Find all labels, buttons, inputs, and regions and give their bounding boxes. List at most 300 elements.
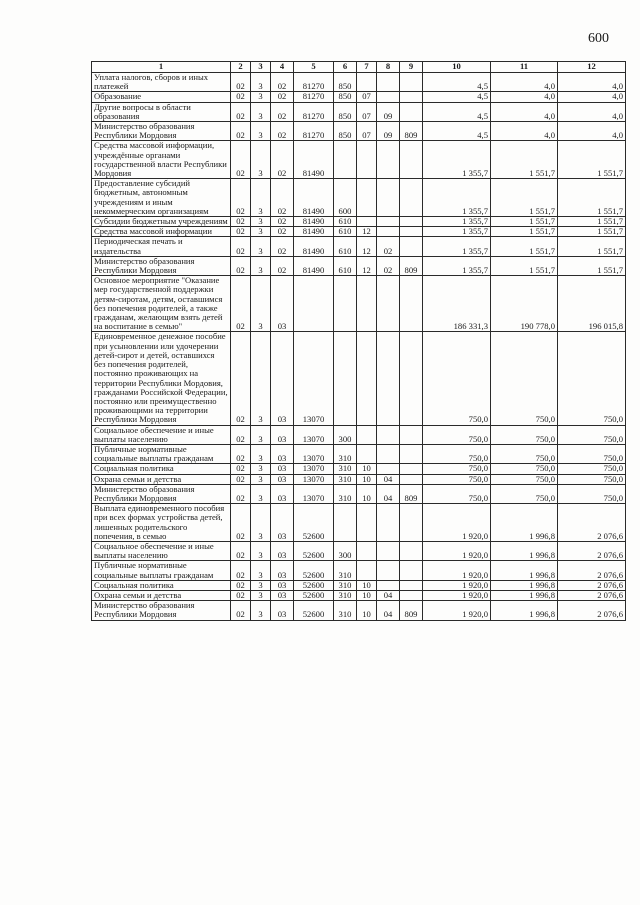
- amount-col10-cell: 186 331,3: [423, 276, 491, 332]
- table-row: [92, 464, 626, 474]
- col8-cell: [377, 541, 400, 560]
- col9-cell: [400, 92, 423, 102]
- col8-cell: [377, 444, 400, 463]
- col6-cell: 850: [334, 102, 357, 121]
- col6-cell: 310: [334, 484, 357, 503]
- row-name-cell: Предоставление субсидий бюджетным, автономным учреждениям и иным некоммерческим организациям: [92, 179, 231, 217]
- col8-cell: [377, 464, 400, 474]
- amount-col12-cell: 2 076,6: [558, 504, 626, 542]
- col9-cell: [400, 217, 423, 227]
- amount-col11-cell: 1 996,8: [491, 590, 558, 600]
- col2-cell: 02: [231, 256, 251, 275]
- amount-col11-cell: 1 551,7: [491, 217, 558, 227]
- table-row: [92, 580, 626, 590]
- amount-col11-cell: 4,0: [491, 92, 558, 102]
- col6-cell: 300: [334, 541, 357, 560]
- col8-cell: 02: [377, 237, 400, 256]
- amount-col10-cell: 750,0: [423, 464, 491, 474]
- col8-cell: [377, 92, 400, 102]
- amount-col10-cell: 1 920,0: [423, 590, 491, 600]
- col7-cell: [357, 217, 377, 227]
- row-name-cell: Социальное обеспечение и иные выплаты населению: [92, 425, 231, 444]
- col9-cell: [400, 504, 423, 542]
- col8-cell: [377, 580, 400, 590]
- col3-cell: 3: [251, 425, 271, 444]
- col7-cell: [357, 276, 377, 332]
- amount-col10-cell: 1 920,0: [423, 580, 491, 590]
- amount-col11-cell: 750,0: [491, 474, 558, 484]
- col9-cell: [400, 141, 423, 179]
- row-name-cell: Основное мероприятие "Оказание мер государственной поддержки детям-сиротам, детям, оставшимся без попечения родителей, а также гражданам, желающим взять детей на воспитание в семью": [92, 276, 231, 332]
- amount-col11-cell: 1 551,7: [491, 256, 558, 275]
- table-row: [92, 590, 626, 600]
- col4-cell: 03: [271, 590, 294, 600]
- table-row: [92, 444, 626, 463]
- col3-cell: 3: [251, 92, 271, 102]
- col8-cell: [377, 227, 400, 237]
- table-row: [92, 73, 626, 92]
- col7-cell: [357, 332, 377, 425]
- amount-col10-cell: 1 920,0: [423, 504, 491, 542]
- col3-cell: 3: [251, 474, 271, 484]
- col8-cell: [377, 179, 400, 217]
- col7-cell: [357, 141, 377, 179]
- col8-cell: [377, 217, 400, 227]
- row-name-cell: Министерство образования Республики Мордовия: [92, 256, 231, 275]
- amount-col12-cell: 2 076,6: [558, 561, 626, 580]
- col9-cell: [400, 425, 423, 444]
- col3-cell: 3: [251, 227, 271, 237]
- col7-cell: 10: [357, 464, 377, 474]
- amount-col11-cell: 1 996,8: [491, 601, 558, 620]
- row-name-cell: Другие вопросы в области образования: [92, 102, 231, 121]
- table-row: [92, 92, 626, 102]
- amount-col10-cell: 1 355,7: [423, 179, 491, 217]
- col7-cell: 07: [357, 92, 377, 102]
- col9-cell: [400, 73, 423, 92]
- column-header: 5: [294, 62, 334, 73]
- col5-cell: 52600: [294, 541, 334, 560]
- amount-col10-cell: 750,0: [423, 444, 491, 463]
- col8-cell: [377, 504, 400, 542]
- row-name-cell: Социальная политика: [92, 464, 231, 474]
- col9-cell: 809: [400, 122, 423, 141]
- col9-cell: [400, 580, 423, 590]
- col6-cell: 610: [334, 227, 357, 237]
- col3-cell: 3: [251, 541, 271, 560]
- col3-cell: 3: [251, 217, 271, 227]
- col4-cell: 03: [271, 504, 294, 542]
- col6-cell: 310: [334, 464, 357, 474]
- col5-cell: 52600: [294, 601, 334, 620]
- amount-col12-cell: 750,0: [558, 464, 626, 474]
- column-header: 7: [357, 62, 377, 73]
- table-row: [92, 332, 626, 425]
- amount-col11-cell: 750,0: [491, 464, 558, 474]
- col9-cell: [400, 474, 423, 484]
- col6-cell: [334, 276, 357, 332]
- amount-col11-cell: 1 996,8: [491, 580, 558, 590]
- row-name-cell: Публичные нормативные социальные выплаты гражданам: [92, 444, 231, 463]
- col7-cell: [357, 425, 377, 444]
- amount-col10-cell: 750,0: [423, 484, 491, 503]
- col9-cell: [400, 237, 423, 256]
- col2-cell: 02: [231, 561, 251, 580]
- column-header: 9: [400, 62, 423, 73]
- table-row: [92, 474, 626, 484]
- col2-cell: 02: [231, 276, 251, 332]
- row-name-cell: Уплата налогов, сборов и иных платежей: [92, 73, 231, 92]
- col9-cell: [400, 561, 423, 580]
- amount-col11-cell: 1 551,7: [491, 141, 558, 179]
- col2-cell: 02: [231, 601, 251, 620]
- col5-cell: [294, 276, 334, 332]
- col9-cell: 809: [400, 601, 423, 620]
- amount-col12-cell: 1 551,7: [558, 256, 626, 275]
- amount-col12-cell: 1 551,7: [558, 227, 626, 237]
- col8-cell: [377, 425, 400, 444]
- col9-cell: [400, 590, 423, 600]
- row-name-cell: Социальное обеспечение и иные выплаты населению: [92, 541, 231, 560]
- col9-cell: 809: [400, 484, 423, 503]
- amount-col11-cell: 1 551,7: [491, 237, 558, 256]
- col4-cell: 02: [271, 141, 294, 179]
- amount-col12-cell: 750,0: [558, 474, 626, 484]
- col7-cell: 10: [357, 580, 377, 590]
- col2-cell: 02: [231, 122, 251, 141]
- col7-cell: 07: [357, 122, 377, 141]
- col5-cell: 13070: [294, 332, 334, 425]
- col4-cell: 03: [271, 444, 294, 463]
- amount-col11-cell: 4,0: [491, 122, 558, 141]
- amount-col11-cell: 1 551,7: [491, 227, 558, 237]
- row-name-cell: Средства массовой информации, учреждённые органами государственной власти Республики Мордовия: [92, 141, 231, 179]
- table-body: [92, 73, 626, 621]
- amount-col11-cell: 1 996,8: [491, 504, 558, 542]
- col2-cell: 02: [231, 332, 251, 425]
- col6-cell: [334, 332, 357, 425]
- table-header-row: [92, 62, 626, 73]
- col4-cell: 03: [271, 474, 294, 484]
- row-name-cell: Охрана семьи и детства: [92, 474, 231, 484]
- amount-col10-cell: 1 920,0: [423, 561, 491, 580]
- row-name-cell: Периодическая печать и издательства: [92, 237, 231, 256]
- col4-cell: 02: [271, 256, 294, 275]
- col3-cell: 3: [251, 601, 271, 620]
- col2-cell: 02: [231, 217, 251, 227]
- column-header: 4: [271, 62, 294, 73]
- table-row: [92, 102, 626, 121]
- row-name-cell: Средства массовой информации: [92, 227, 231, 237]
- col3-cell: 3: [251, 179, 271, 217]
- col4-cell: 02: [271, 102, 294, 121]
- amount-col10-cell: 4,5: [423, 92, 491, 102]
- col2-cell: 02: [231, 484, 251, 503]
- col7-cell: [357, 179, 377, 217]
- amount-col11-cell: 1 551,7: [491, 179, 558, 217]
- col5-cell: 13070: [294, 444, 334, 463]
- table-row: [92, 141, 626, 179]
- col6-cell: 610: [334, 237, 357, 256]
- col6-cell: 600: [334, 179, 357, 217]
- col5-cell: 81490: [294, 217, 334, 227]
- column-header: 2: [231, 62, 251, 73]
- col6-cell: [334, 504, 357, 542]
- col5-cell: 81490: [294, 256, 334, 275]
- col4-cell: 03: [271, 332, 294, 425]
- page-number: 600: [588, 31, 609, 46]
- amount-col10-cell: 1 355,7: [423, 237, 491, 256]
- col8-cell: [377, 332, 400, 425]
- amount-col10-cell: 4,5: [423, 122, 491, 141]
- col3-cell: 3: [251, 122, 271, 141]
- amount-col11-cell: 190 778,0: [491, 276, 558, 332]
- amount-col12-cell: 750,0: [558, 425, 626, 444]
- row-name-cell: Образование: [92, 92, 231, 102]
- col8-cell: 09: [377, 102, 400, 121]
- col2-cell: 02: [231, 474, 251, 484]
- col2-cell: 02: [231, 227, 251, 237]
- table-row: [92, 601, 626, 620]
- amount-col12-cell: 1 551,7: [558, 237, 626, 256]
- amount-col12-cell: 1 551,7: [558, 179, 626, 217]
- col6-cell: 850: [334, 122, 357, 141]
- col2-cell: 02: [231, 92, 251, 102]
- col4-cell: 02: [271, 217, 294, 227]
- amount-col12-cell: 2 076,6: [558, 590, 626, 600]
- col5-cell: 81270: [294, 122, 334, 141]
- col7-cell: [357, 541, 377, 560]
- col4-cell: 02: [271, 237, 294, 256]
- amount-col10-cell: 1 355,7: [423, 227, 491, 237]
- col6-cell: 310: [334, 474, 357, 484]
- col5-cell: 81490: [294, 227, 334, 237]
- col5-cell: 13070: [294, 425, 334, 444]
- table-row: [92, 504, 626, 542]
- amount-col12-cell: 196 015,8: [558, 276, 626, 332]
- budget-table: [91, 61, 626, 621]
- row-name-cell: Охрана семьи и детства: [92, 590, 231, 600]
- table-row: [92, 237, 626, 256]
- col3-cell: 3: [251, 444, 271, 463]
- column-header: 6: [334, 62, 357, 73]
- col4-cell: 02: [271, 227, 294, 237]
- col5-cell: 81490: [294, 141, 334, 179]
- col5-cell: 81270: [294, 73, 334, 92]
- amount-col12-cell: 2 076,6: [558, 601, 626, 620]
- col5-cell: 52600: [294, 590, 334, 600]
- amount-col10-cell: 1 355,7: [423, 141, 491, 179]
- column-header: 11: [491, 62, 558, 73]
- col7-cell: [357, 444, 377, 463]
- amount-col12-cell: 750,0: [558, 484, 626, 503]
- col4-cell: 02: [271, 179, 294, 217]
- col6-cell: 610: [334, 256, 357, 275]
- col2-cell: 02: [231, 179, 251, 217]
- col3-cell: 3: [251, 102, 271, 121]
- amount-col11-cell: 4,0: [491, 102, 558, 121]
- col6-cell: 300: [334, 425, 357, 444]
- amount-col12-cell: 4,0: [558, 122, 626, 141]
- amount-col11-cell: 750,0: [491, 332, 558, 425]
- col3-cell: 3: [251, 484, 271, 503]
- col4-cell: 03: [271, 484, 294, 503]
- col5-cell: 13070: [294, 464, 334, 474]
- row-name-cell: Министерство образования Республики Мордовия: [92, 601, 231, 620]
- row-name-cell: Социальная политика: [92, 580, 231, 590]
- col5-cell: 13070: [294, 484, 334, 503]
- col4-cell: 03: [271, 561, 294, 580]
- col8-cell: 04: [377, 590, 400, 600]
- col8-cell: [377, 73, 400, 92]
- col7-cell: 12: [357, 256, 377, 275]
- col8-cell: [377, 561, 400, 580]
- table-row: [92, 561, 626, 580]
- amount-col12-cell: 750,0: [558, 332, 626, 425]
- col4-cell: 02: [271, 122, 294, 141]
- col5-cell: 81490: [294, 237, 334, 256]
- column-header: 1: [92, 62, 231, 73]
- col2-cell: 02: [231, 237, 251, 256]
- col4-cell: 03: [271, 425, 294, 444]
- col2-cell: 02: [231, 102, 251, 121]
- column-header: 10: [423, 62, 491, 73]
- table-row: [92, 122, 626, 141]
- col5-cell: 81490: [294, 179, 334, 217]
- col7-cell: 10: [357, 484, 377, 503]
- amount-col10-cell: 750,0: [423, 474, 491, 484]
- col7-cell: [357, 73, 377, 92]
- row-name-cell: Единовременное денежное пособие при усыновлении или удочерении детей-сирот и детей, оставшихся без попечения родителей, постоянно проживающих на территории Республики Мордовия, гражданами Российской Федерации, постоянно или преимущественно проживающими на территории Республики Мордовия: [92, 332, 231, 425]
- table-row: [92, 276, 626, 332]
- amount-col12-cell: 4,0: [558, 102, 626, 121]
- amount-col10-cell: 4,5: [423, 73, 491, 92]
- amount-col10-cell: 1 920,0: [423, 601, 491, 620]
- col3-cell: 3: [251, 332, 271, 425]
- amount-col12-cell: 750,0: [558, 444, 626, 463]
- col5-cell: 52600: [294, 580, 334, 590]
- col6-cell: 310: [334, 561, 357, 580]
- amount-col11-cell: 1 996,8: [491, 541, 558, 560]
- column-header: 3: [251, 62, 271, 73]
- col3-cell: 3: [251, 580, 271, 590]
- col3-cell: 3: [251, 276, 271, 332]
- amount-col10-cell: 750,0: [423, 332, 491, 425]
- col9-cell: [400, 276, 423, 332]
- amount-col12-cell: 1 551,7: [558, 217, 626, 227]
- col4-cell: 03: [271, 464, 294, 474]
- col6-cell: [334, 141, 357, 179]
- amount-col11-cell: 1 996,8: [491, 561, 558, 580]
- col4-cell: 02: [271, 73, 294, 92]
- col2-cell: 02: [231, 141, 251, 179]
- amount-col10-cell: 1 920,0: [423, 541, 491, 560]
- col9-cell: 809: [400, 256, 423, 275]
- col2-cell: 02: [231, 425, 251, 444]
- amount-col12-cell: 2 076,6: [558, 541, 626, 560]
- col2-cell: 02: [231, 73, 251, 92]
- col8-cell: 04: [377, 484, 400, 503]
- col6-cell: 310: [334, 580, 357, 590]
- col9-cell: [400, 541, 423, 560]
- col3-cell: 3: [251, 237, 271, 256]
- amount-col10-cell: 750,0: [423, 425, 491, 444]
- col8-cell: 09: [377, 122, 400, 141]
- col5-cell: 81270: [294, 102, 334, 121]
- col5-cell: 52600: [294, 504, 334, 542]
- col2-cell: 02: [231, 541, 251, 560]
- col2-cell: 02: [231, 444, 251, 463]
- amount-col12-cell: 4,0: [558, 73, 626, 92]
- col3-cell: 3: [251, 256, 271, 275]
- row-name-cell: Выплата единовременного пособия при всех формах устройства детей, лишенных родительского попечения, в семью: [92, 504, 231, 542]
- amount-col11-cell: 750,0: [491, 444, 558, 463]
- col8-cell: [377, 141, 400, 179]
- col9-cell: [400, 102, 423, 121]
- col5-cell: 13070: [294, 474, 334, 484]
- col4-cell: 03: [271, 601, 294, 620]
- col2-cell: 02: [231, 504, 251, 542]
- col9-cell: [400, 179, 423, 217]
- table-row: [92, 217, 626, 227]
- col6-cell: 310: [334, 590, 357, 600]
- col7-cell: [357, 504, 377, 542]
- row-name-cell: Министерство образования Республики Мордовия: [92, 484, 231, 503]
- amount-col11-cell: 750,0: [491, 484, 558, 503]
- col5-cell: 52600: [294, 561, 334, 580]
- amount-col11-cell: 4,0: [491, 73, 558, 92]
- column-header: 12: [558, 62, 626, 73]
- table-row: [92, 484, 626, 503]
- col7-cell: 10: [357, 601, 377, 620]
- col3-cell: 3: [251, 464, 271, 474]
- col9-cell: [400, 227, 423, 237]
- col8-cell: [377, 276, 400, 332]
- col8-cell: 02: [377, 256, 400, 275]
- row-name-cell: Публичные нормативные социальные выплаты гражданам: [92, 561, 231, 580]
- col4-cell: 03: [271, 580, 294, 590]
- amount-col11-cell: 750,0: [491, 425, 558, 444]
- amount-col10-cell: 1 355,7: [423, 217, 491, 227]
- col7-cell: [357, 561, 377, 580]
- col4-cell: 02: [271, 92, 294, 102]
- col4-cell: 03: [271, 276, 294, 332]
- amount-col12-cell: 4,0: [558, 92, 626, 102]
- col6-cell: 310: [334, 444, 357, 463]
- col9-cell: [400, 444, 423, 463]
- col7-cell: 07: [357, 102, 377, 121]
- row-name-cell: Субсидии бюджетным учреждениям: [92, 217, 231, 227]
- col5-cell: 81270: [294, 92, 334, 102]
- col6-cell: 850: [334, 92, 357, 102]
- amount-col12-cell: 1 551,7: [558, 141, 626, 179]
- col6-cell: 310: [334, 601, 357, 620]
- col9-cell: [400, 332, 423, 425]
- amount-col10-cell: 1 355,7: [423, 256, 491, 275]
- col3-cell: 3: [251, 590, 271, 600]
- col7-cell: 10: [357, 474, 377, 484]
- table-row: [92, 425, 626, 444]
- col7-cell: 12: [357, 237, 377, 256]
- col3-cell: 3: [251, 141, 271, 179]
- col8-cell: 04: [377, 474, 400, 484]
- col2-cell: 02: [231, 590, 251, 600]
- column-header: 8: [377, 62, 400, 73]
- table-row: [92, 256, 626, 275]
- amount-col10-cell: 4,5: [423, 102, 491, 121]
- col4-cell: 03: [271, 541, 294, 560]
- col3-cell: 3: [251, 561, 271, 580]
